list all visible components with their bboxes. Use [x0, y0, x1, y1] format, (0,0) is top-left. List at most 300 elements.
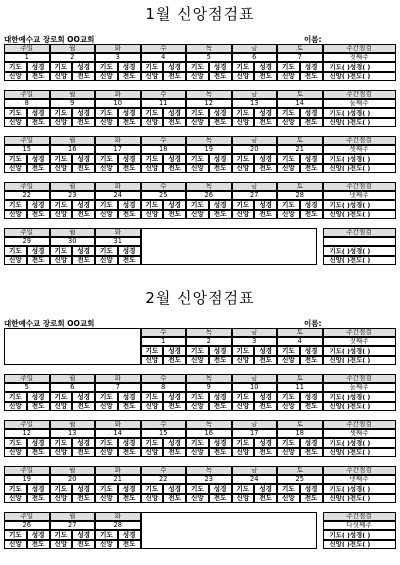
- check-label-faith: 신앙: [95, 118, 118, 127]
- weekly-summary-row1: 기도( )성경( ): [323, 246, 396, 255]
- weekday-header: 목: [186, 136, 232, 145]
- check-label-faith: 신앙: [95, 164, 118, 173]
- check-label-bible: 성경: [118, 246, 141, 255]
- weekly-summary-row1: 기도( )성경( ): [323, 154, 396, 163]
- check-label-evangelism: 전도: [163, 448, 186, 457]
- date-cell: 6: [232, 53, 278, 62]
- date-cell: 18: [141, 145, 187, 154]
- check-label-evangelism: 전도: [27, 540, 50, 549]
- check-label-bible: 성경: [27, 246, 50, 255]
- weekday-header: 화: [95, 228, 141, 237]
- check-label-bible: 성경: [163, 438, 186, 447]
- date-cell: 7: [277, 53, 323, 62]
- weekly-check-header: 주간점검: [323, 512, 396, 521]
- check-label-bible: 성경: [118, 200, 141, 209]
- weekday-header: 토: [277, 182, 323, 191]
- date-cell: 1: [141, 337, 187, 346]
- check-label-bible: 성경: [300, 108, 323, 117]
- check-label-bible: 성경: [300, 62, 323, 71]
- check-label-bible: 성경: [209, 484, 232, 493]
- check-label-bible: 성경: [163, 484, 186, 493]
- weekly-summary-row1: 기도( )성경( ): [323, 62, 396, 71]
- weekly-summary-row2: 신앙( )전도( ): [323, 356, 396, 365]
- weekday-header: 수: [141, 466, 187, 475]
- week-label: 첫째주: [323, 53, 396, 62]
- check-label-bible: 성경: [118, 392, 141, 401]
- check-label-bible: 성경: [254, 154, 277, 163]
- weekday-header: 금: [232, 420, 278, 429]
- check-label-prayer: 기도: [95, 246, 118, 255]
- weekly-summary-row2: 신앙( )전도( ): [323, 494, 396, 503]
- check-label-evangelism: 전도: [27, 210, 50, 219]
- check-label-prayer: 기도: [277, 438, 300, 447]
- date-cell: 23: [50, 191, 96, 200]
- check-label-faith: 신앙: [277, 210, 300, 219]
- church-name: 대한예수교 장로회 OO교회: [4, 35, 95, 44]
- date-cell: 21: [95, 475, 141, 484]
- check-label-faith: 신앙: [50, 164, 73, 173]
- date-cell: 30: [50, 237, 96, 246]
- check-label-prayer: 기도: [50, 246, 73, 255]
- date-cell: 10: [95, 99, 141, 108]
- check-label-bible: 성경: [118, 484, 141, 493]
- check-label-evangelism: 전도: [118, 164, 141, 173]
- check-label-evangelism: 전도: [209, 164, 232, 173]
- check-label-faith: 신앙: [141, 356, 164, 365]
- check-label-faith: 신앙: [95, 402, 118, 411]
- check-label-evangelism: 전도: [254, 494, 277, 503]
- weekday-header: 금: [232, 90, 278, 99]
- check-label-faith: 신앙: [141, 164, 164, 173]
- check-label-prayer: 기도: [277, 200, 300, 209]
- check-label-evangelism: 전도: [254, 72, 277, 81]
- check-label-bible: 성경: [27, 392, 50, 401]
- check-label-evangelism: 전도: [118, 448, 141, 457]
- check-label-evangelism: 전도: [254, 164, 277, 173]
- check-label-faith: 신앙: [95, 448, 118, 457]
- check-label-faith: 신앙: [95, 256, 118, 265]
- check-label-faith: 신앙: [186, 72, 209, 81]
- date-cell: 7: [95, 383, 141, 392]
- check-label-prayer: 기도: [95, 530, 118, 539]
- weekday-header: 주일: [4, 512, 50, 521]
- weekday-header: 수: [141, 44, 187, 53]
- check-label-faith: 신앙: [50, 256, 73, 265]
- weekday-header: 주일: [4, 374, 50, 383]
- check-label-evangelism: 전도: [27, 448, 50, 457]
- check-label-prayer: 기도: [141, 62, 164, 71]
- weekday-header: 월: [50, 228, 96, 237]
- check-label-prayer: 기도: [4, 530, 27, 539]
- date-cell: 12: [4, 429, 50, 438]
- date-cell: 29: [4, 237, 50, 246]
- weekday-header: 목: [186, 328, 232, 337]
- check-label-bible: 성경: [163, 154, 186, 163]
- check-label-bible: 성경: [254, 392, 277, 401]
- weekday-header: 토: [277, 136, 323, 145]
- date-cell: 8: [141, 383, 187, 392]
- date-cell: 25: [141, 191, 187, 200]
- check-label-evangelism: 전도: [254, 210, 277, 219]
- check-label-prayer: 기도: [50, 108, 73, 117]
- check-label-evangelism: 전도: [163, 210, 186, 219]
- date-cell: 4: [277, 337, 323, 346]
- check-label-prayer: 기도: [232, 484, 255, 493]
- weekday-header: 토: [277, 374, 323, 383]
- check-label-evangelism: 전도: [300, 164, 323, 173]
- weekly-summary-row2: 신앙( )전도( ): [323, 448, 396, 457]
- check-label-faith: 신앙: [50, 540, 73, 549]
- weekday-header: 월: [50, 420, 96, 429]
- week-label: 둘째주: [323, 383, 396, 392]
- check-label-prayer: 기도: [141, 154, 164, 163]
- check-label-bible: 성경: [72, 484, 95, 493]
- check-label-evangelism: 전도: [72, 72, 95, 81]
- check-label-faith: 신앙: [277, 118, 300, 127]
- weekday-header: 화: [95, 374, 141, 383]
- weekday-header: 월: [50, 374, 96, 383]
- check-label-evangelism: 전도: [254, 356, 277, 365]
- weekday-header: 화: [95, 90, 141, 99]
- check-label-bible: 성경: [300, 346, 323, 355]
- check-label-faith: 신앙: [141, 494, 164, 503]
- weekday-header: 수: [141, 420, 187, 429]
- check-label-bible: 성경: [209, 62, 232, 71]
- date-cell: 2: [50, 53, 96, 62]
- date-cell: 16: [50, 145, 96, 154]
- date-cell: 5: [4, 383, 50, 392]
- weekly-check-header: 주간점검: [323, 328, 396, 337]
- date-cell: 8: [4, 99, 50, 108]
- check-label-evangelism: 전도: [27, 402, 50, 411]
- check-label-prayer: 기도: [4, 392, 27, 401]
- weekday-header: 주일: [4, 466, 50, 475]
- check-label-faith: 신앙: [277, 494, 300, 503]
- date-cell: 18: [277, 429, 323, 438]
- check-label-prayer: 기도: [186, 392, 209, 401]
- check-label-faith: 신앙: [4, 494, 27, 503]
- check-label-evangelism: 전도: [300, 494, 323, 503]
- check-label-faith: 신앙: [277, 356, 300, 365]
- date-cell: 24: [232, 475, 278, 484]
- check-label-evangelism: 전도: [300, 210, 323, 219]
- check-label-prayer: 기도: [186, 62, 209, 71]
- check-label-prayer: 기도: [186, 154, 209, 163]
- check-label-prayer: 기도: [95, 438, 118, 447]
- check-label-prayer: 기도: [277, 484, 300, 493]
- check-label-bible: 성경: [27, 438, 50, 447]
- check-label-bible: 성경: [72, 438, 95, 447]
- check-label-prayer: 기도: [95, 154, 118, 163]
- check-label-bible: 성경: [300, 200, 323, 209]
- weekday-header: 수: [141, 136, 187, 145]
- check-label-faith: 신앙: [232, 402, 255, 411]
- weekday-header: 토: [277, 420, 323, 429]
- weekday-header: 주일: [4, 420, 50, 429]
- check-label-prayer: 기도: [50, 484, 73, 493]
- date-cell: 15: [141, 429, 187, 438]
- check-label-faith: 신앙: [232, 494, 255, 503]
- check-label-evangelism: 전도: [118, 72, 141, 81]
- weekday-header: 월: [50, 466, 96, 475]
- weekly-check-header: 주간점검: [323, 136, 396, 145]
- date-cell: 2: [186, 337, 232, 346]
- date-cell: 12: [186, 99, 232, 108]
- check-label-bible: 성경: [209, 392, 232, 401]
- check-label-evangelism: 전도: [163, 72, 186, 81]
- check-label-evangelism: 전도: [209, 448, 232, 457]
- check-label-prayer: 기도: [95, 484, 118, 493]
- check-label-prayer: 기도: [277, 392, 300, 401]
- date-cell: 14: [95, 429, 141, 438]
- check-label-evangelism: 전도: [72, 494, 95, 503]
- check-label-evangelism: 전도: [163, 494, 186, 503]
- check-label-faith: 신앙: [50, 210, 73, 219]
- week-label: 셋째주: [323, 145, 396, 154]
- check-label-faith: 신앙: [186, 402, 209, 411]
- check-label-prayer: 기도: [277, 154, 300, 163]
- weekday-header: 금: [232, 136, 278, 145]
- check-label-bible: 성경: [254, 108, 277, 117]
- check-label-faith: 신앙: [141, 72, 164, 81]
- empty-area: [141, 512, 317, 549]
- weekly-summary-row2: 신앙( )전도( ): [323, 256, 396, 265]
- name-label: 이름:: [304, 319, 322, 328]
- weekly-check-header: 주간점검: [323, 228, 396, 237]
- check-label-evangelism: 전도: [209, 118, 232, 127]
- weekly-summary-row1: 기도( )성경( ): [323, 484, 396, 493]
- check-label-faith: 신앙: [95, 494, 118, 503]
- check-label-bible: 성경: [300, 392, 323, 401]
- check-label-prayer: 기도: [50, 392, 73, 401]
- weekday-header: 화: [95, 136, 141, 145]
- check-label-faith: 신앙: [4, 402, 27, 411]
- weekly-summary-row2: 신앙( )전도( ): [323, 118, 396, 127]
- check-label-prayer: 기도: [50, 200, 73, 209]
- check-label-faith: 신앙: [50, 402, 73, 411]
- check-label-prayer: 기도: [141, 438, 164, 447]
- check-label-faith: 신앙: [50, 494, 73, 503]
- check-label-evangelism: 전도: [118, 402, 141, 411]
- date-cell: 13: [50, 429, 96, 438]
- check-label-bible: 성경: [300, 484, 323, 493]
- check-label-prayer: 기도: [4, 246, 27, 255]
- check-label-evangelism: 전도: [118, 256, 141, 265]
- check-label-bible: 성경: [27, 62, 50, 71]
- check-label-prayer: 기도: [232, 346, 255, 355]
- check-label-prayer: 기도: [4, 62, 27, 71]
- check-label-prayer: 기도: [141, 346, 164, 355]
- check-label-prayer: 기도: [277, 346, 300, 355]
- weekday-header: 금: [232, 328, 278, 337]
- check-label-faith: 신앙: [232, 164, 255, 173]
- check-label-prayer: 기도: [186, 438, 209, 447]
- check-label-evangelism: 전도: [27, 118, 50, 127]
- date-cell: 13: [232, 99, 278, 108]
- check-label-bible: 성경: [27, 154, 50, 163]
- date-cell: 19: [186, 145, 232, 154]
- date-cell: 3: [232, 337, 278, 346]
- check-label-prayer: 기도: [186, 108, 209, 117]
- check-label-prayer: 기도: [141, 108, 164, 117]
- date-cell: 27: [232, 191, 278, 200]
- check-label-bible: 성경: [27, 108, 50, 117]
- date-cell: 17: [95, 145, 141, 154]
- check-label-prayer: 기도: [232, 62, 255, 71]
- weekly-summary-row1: 기도( )성경( ): [323, 108, 396, 117]
- check-label-prayer: 기도: [50, 530, 73, 539]
- date-cell: 17: [232, 429, 278, 438]
- check-label-bible: 성경: [300, 154, 323, 163]
- date-cell: 31: [95, 237, 141, 246]
- week-label: 넷째주: [323, 191, 396, 200]
- weekly-summary-row2: 신앙( )전도( ): [323, 164, 396, 173]
- week-label: 첫째주: [323, 337, 396, 346]
- check-label-bible: 성경: [118, 438, 141, 447]
- check-label-evangelism: 전도: [163, 356, 186, 365]
- check-label-bible: 성경: [209, 438, 232, 447]
- check-label-bible: 성경: [209, 154, 232, 163]
- check-label-evangelism: 전도: [27, 494, 50, 503]
- weekday-header: 주일: [4, 136, 50, 145]
- check-label-prayer: 기도: [95, 200, 118, 209]
- date-cell: 5: [186, 53, 232, 62]
- check-label-evangelism: 전도: [209, 494, 232, 503]
- check-label-prayer: 기도: [232, 200, 255, 209]
- date-cell: 11: [277, 383, 323, 392]
- date-cell: 11: [141, 99, 187, 108]
- check-label-bible: 성경: [254, 484, 277, 493]
- check-label-prayer: 기도: [141, 484, 164, 493]
- check-label-evangelism: 전도: [72, 164, 95, 173]
- weekday-header: 월: [50, 512, 96, 521]
- weekday-header: 월: [50, 182, 96, 191]
- check-label-evangelism: 전도: [72, 256, 95, 265]
- weekday-header: 화: [95, 466, 141, 475]
- check-label-bible: 성경: [72, 530, 95, 539]
- check-label-prayer: 기도: [186, 346, 209, 355]
- check-label-prayer: 기도: [95, 62, 118, 71]
- weekday-header: 금: [232, 182, 278, 191]
- check-label-faith: 신앙: [141, 402, 164, 411]
- date-cell: 20: [50, 475, 96, 484]
- check-label-evangelism: 전도: [254, 448, 277, 457]
- check-label-faith: 신앙: [277, 402, 300, 411]
- check-label-bible: 성경: [27, 484, 50, 493]
- check-label-prayer: 기도: [232, 438, 255, 447]
- date-cell: 15: [4, 145, 50, 154]
- check-label-prayer: 기도: [141, 200, 164, 209]
- check-label-bible: 성경: [254, 346, 277, 355]
- check-label-prayer: 기도: [4, 438, 27, 447]
- check-label-prayer: 기도: [4, 200, 27, 209]
- check-label-faith: 신앙: [95, 540, 118, 549]
- weekly-summary-row2: 신앙( )전도( ): [323, 540, 396, 549]
- weekday-header: 주일: [4, 228, 50, 237]
- check-label-faith: 신앙: [186, 164, 209, 173]
- week-label: [323, 237, 396, 246]
- check-label-prayer: 기도: [4, 484, 27, 493]
- weekly-summary-row2: 신앙( )전도( ): [323, 210, 396, 219]
- weekday-header: 주일: [4, 182, 50, 191]
- date-cell: 4: [141, 53, 187, 62]
- check-label-evangelism: 전도: [209, 356, 232, 365]
- date-cell: 24: [95, 191, 141, 200]
- check-label-evangelism: 전도: [118, 118, 141, 127]
- check-label-bible: 성경: [163, 108, 186, 117]
- check-label-faith: 신앙: [50, 118, 73, 127]
- check-label-faith: 신앙: [4, 256, 27, 265]
- check-label-evangelism: 전도: [209, 210, 232, 219]
- check-label-faith: 신앙: [50, 72, 73, 81]
- week-label: 다섯째주: [323, 521, 396, 530]
- check-label-faith: 신앙: [141, 118, 164, 127]
- check-label-faith: 신앙: [232, 448, 255, 457]
- check-label-bible: 성경: [72, 108, 95, 117]
- check-label-evangelism: 전도: [72, 540, 95, 549]
- check-label-faith: 신앙: [232, 210, 255, 219]
- date-cell: 21: [277, 145, 323, 154]
- weekday-header: 토: [277, 90, 323, 99]
- check-label-prayer: 기도: [277, 108, 300, 117]
- check-label-evangelism: 전도: [118, 494, 141, 503]
- check-label-prayer: 기도: [95, 108, 118, 117]
- check-label-evangelism: 전도: [72, 118, 95, 127]
- check-label-prayer: 기도: [186, 200, 209, 209]
- weekday-header: 주일: [4, 44, 50, 53]
- weekday-header: 화: [95, 512, 141, 521]
- check-label-bible: 성경: [118, 108, 141, 117]
- date-cell: 28: [95, 521, 141, 530]
- weekly-check-header: 주간점검: [323, 90, 396, 99]
- check-label-faith: 신앙: [186, 118, 209, 127]
- check-label-faith: 신앙: [186, 494, 209, 503]
- date-cell: 22: [141, 475, 187, 484]
- check-label-bible: 성경: [27, 530, 50, 539]
- check-label-faith: 신앙: [141, 210, 164, 219]
- check-label-evangelism: 전도: [300, 118, 323, 127]
- weekday-header: 수: [141, 90, 187, 99]
- weekday-header: 화: [95, 44, 141, 53]
- check-label-evangelism: 전도: [27, 164, 50, 173]
- date-cell: 26: [4, 521, 50, 530]
- week-label: 둘째주: [323, 99, 396, 108]
- check-label-bible: 성경: [209, 346, 232, 355]
- date-cell: 20: [232, 145, 278, 154]
- check-label-faith: 신앙: [186, 210, 209, 219]
- week-label: 넷째주: [323, 475, 396, 484]
- check-label-prayer: 기도: [232, 108, 255, 117]
- check-label-prayer: 기도: [4, 108, 27, 117]
- check-label-evangelism: 전도: [163, 118, 186, 127]
- date-cell: 14: [277, 99, 323, 108]
- weekly-check-header: 주간점검: [323, 182, 396, 191]
- check-label-evangelism: 전도: [254, 402, 277, 411]
- check-label-faith: 신앙: [4, 210, 27, 219]
- check-label-bible: 성경: [209, 200, 232, 209]
- date-cell: 9: [50, 99, 96, 108]
- weekday-header: 금: [232, 44, 278, 53]
- check-label-evangelism: 전도: [209, 402, 232, 411]
- check-label-evangelism: 전도: [300, 448, 323, 457]
- weekday-header: 수: [141, 328, 187, 337]
- check-label-evangelism: 전도: [254, 118, 277, 127]
- check-label-evangelism: 전도: [163, 402, 186, 411]
- check-label-evangelism: 전도: [27, 256, 50, 265]
- check-label-prayer: 기도: [4, 154, 27, 163]
- weekday-header: 목: [186, 466, 232, 475]
- weekly-check-header: 주간점검: [323, 44, 396, 53]
